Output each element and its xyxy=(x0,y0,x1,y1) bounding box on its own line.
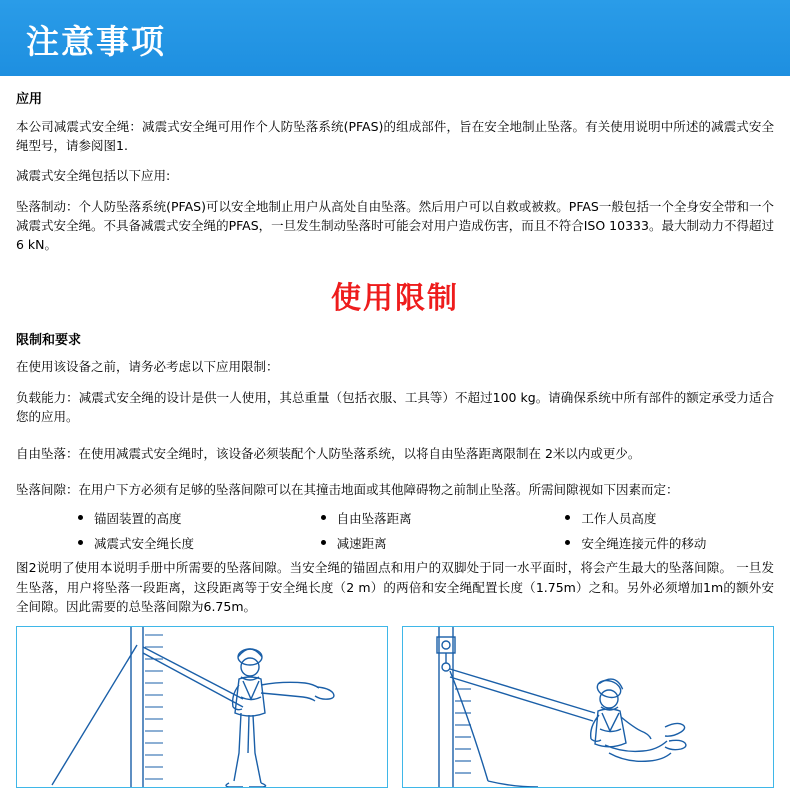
figure-left-drawing xyxy=(17,627,388,787)
document-content xyxy=(0,92,790,788)
figure-fall-clearance-right xyxy=(402,626,774,788)
figure-row xyxy=(16,626,774,788)
paragraph-limits-intro: 在使用该设备之前，请务必考虑以下应用限制： xyxy=(16,359,279,375)
section-heading-application: 应用 xyxy=(16,92,43,107)
figure-fall-clearance-left xyxy=(16,626,388,788)
paragraph-limit-capacity: 负载能力：减震式安全绳的设计是供一人使用，其总重量（包括衣服、工具等）不超过100 kg。请确保系统中所有部件的额定承受力适合您的应用。 xyxy=(16,389,774,425)
paragraph-application-intro: 本公司减震式安全绳：减震式安全绳可用作个人防坠落系统(PFAS)的组成部件，旨在安全地制止坠落。有关使用说明中所述的减震式安全绳型号，请参阅图1. xyxy=(16,118,774,153)
figure-right-drawing xyxy=(403,627,774,787)
paragraph-application-list-intro: 减震式安全绳包括以下应用: xyxy=(16,168,171,184)
list-item: 减速距离 xyxy=(269,534,522,552)
list-item: 工作人员高度 xyxy=(521,509,774,527)
list-item: 安全绳连接元件的移动 xyxy=(521,534,774,552)
list-item: 减震式安全绳长度 xyxy=(16,534,269,552)
header-banner xyxy=(0,0,790,76)
paragraph-limit-free-fall: 自由坠落：在使用减震式安全绳时，该设备必须装配个人防坠落系统，以将自由坠落距离限制在 2米以内或更少。 xyxy=(16,445,641,461)
red-section-title: 使用限制 xyxy=(331,280,459,316)
paragraph-limit-clearance: 坠落间隙：在用户下方必须有足够的坠落间隙可以在其撞击地面或其他障碍物之前制止坠落。所需间隙视如下因素而定： xyxy=(16,481,679,497)
list-item: 自由坠落距离 xyxy=(269,509,522,527)
paragraph-total-clearance: 图2说明了使用本说明手册中所需要的坠落间隙。当安全绳的锚固点和用户的双脚处于同一水平面时，将会产生最大的坠落间隙。 一旦发生坠落，用户将坠落一段距离，这段距离等于安全绳长度（2 m）的两倍和安全绳配置长度（1.75m）之和。另外必须增加1m的额外安全间隙。因此需要的总坠落间隙为6.75m。 xyxy=(16,560,774,615)
clearance-factor-list xyxy=(16,509,774,552)
page-title: 注意事项 xyxy=(26,22,166,61)
list-item: 锚固装置的高度 xyxy=(16,509,269,527)
paragraph-fall-arrest: 坠落制动：个人防坠落系统(PFAS)可以安全地制止用户从高处自由坠落。然后用户可以自救或被救。PFAS一般包括一个全身安全带和一个减震式安全绳。不具备减震式安全绳的PFAS，一旦发生制动坠落时可能会对用户造成伤害，而且不符合ISO 10333。最大制动力不得超过6 kN。 xyxy=(16,198,774,253)
section-heading-limits: 限制和要求 xyxy=(16,332,82,348)
